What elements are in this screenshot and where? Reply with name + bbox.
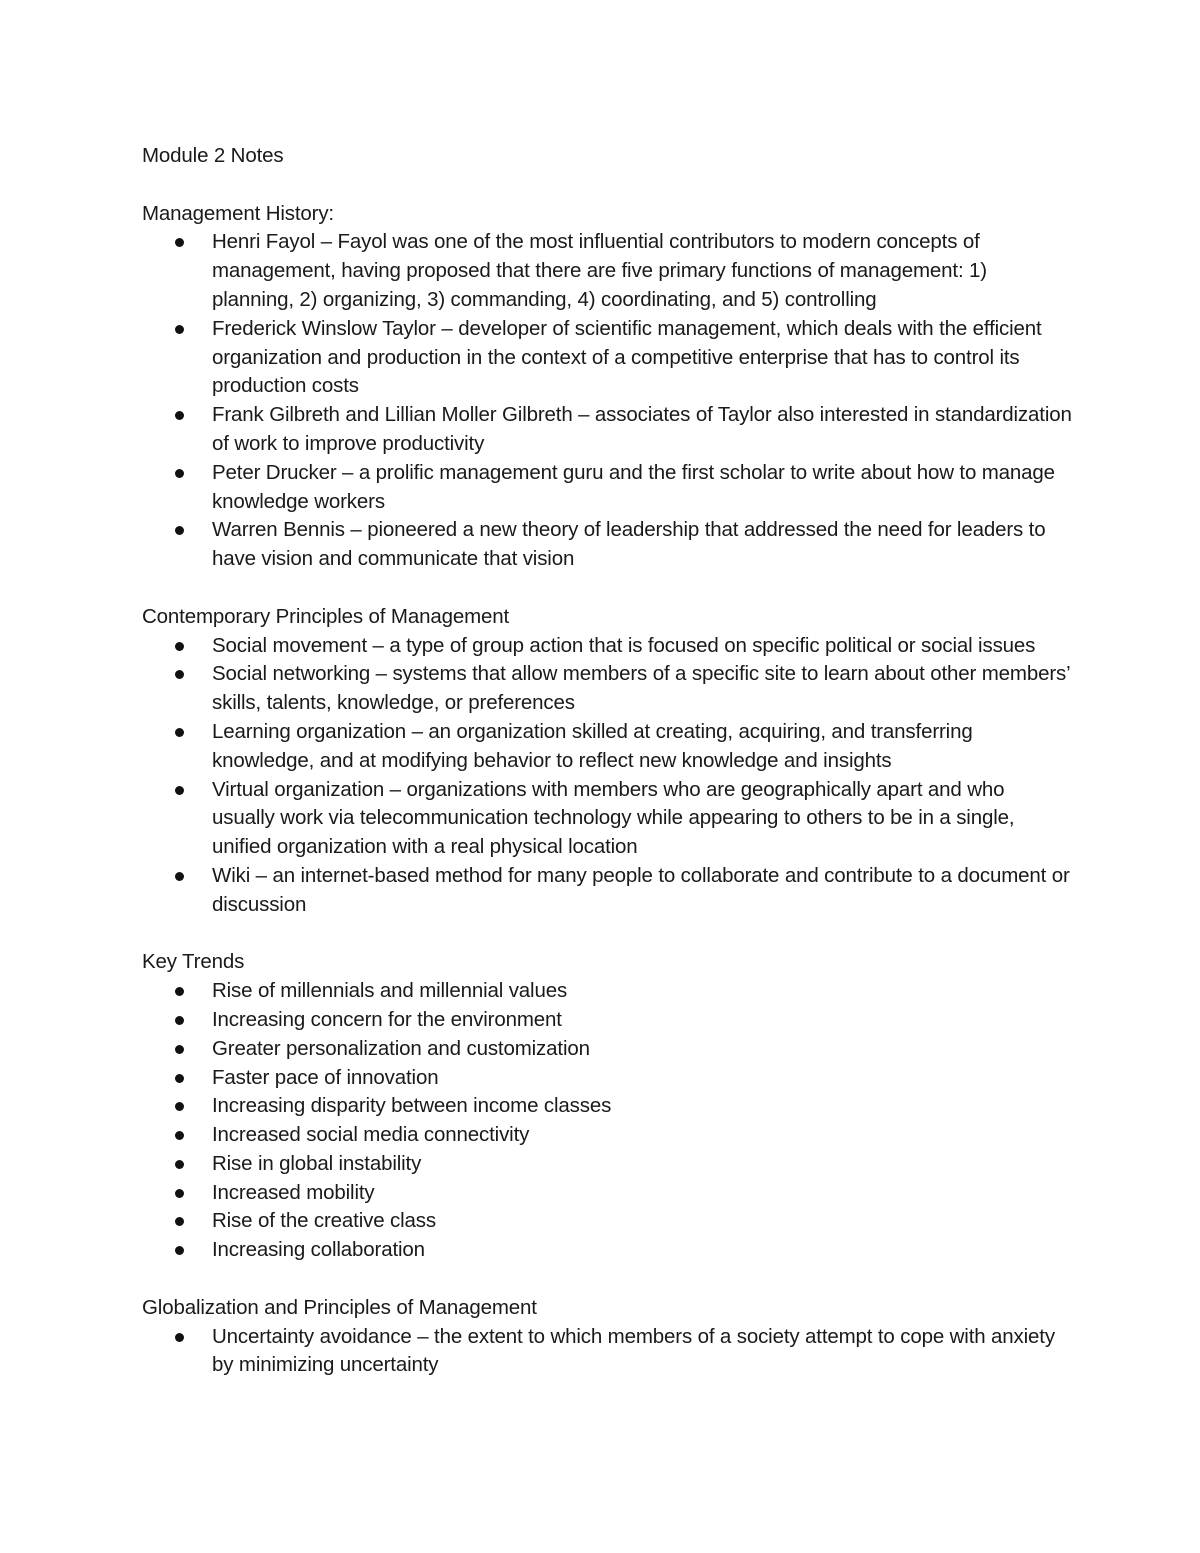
list-item-text: Learning organization – an organization skilled at creating, acquiring, and transferring knowledge, and at modifying behavior to reflect new knowledge and insights: [212, 719, 973, 772]
bullet-list: [142, 1323, 1072, 1381]
bullet-icon: [175, 1246, 184, 1255]
list-item-text: Uncertainty avoidance – the extent to which members of a society attempt to cope with anxiety by minimizing uncertainty: [212, 1324, 1055, 1377]
list-item-text: Warren Bennis – pioneered a new theory of leadership that addressed the need for leaders to have vision and communicate that vision: [212, 518, 1046, 571]
list-item: [142, 459, 1072, 517]
list-item-text: Frederick Winslow Taylor – developer of scientific management, which deals with the efficient organization and production in the context of a competitive enterprise that has to control its production costs: [212, 316, 1042, 398]
list-item: [142, 401, 1072, 459]
list-item-text: Increased social media connectivity: [212, 1123, 530, 1147]
bullet-icon: [175, 1217, 184, 1226]
list-item-text: Virtual organization – organizations with members who are geographically apart and who usually work via telecommunication technology while appearing to others to be in a single, unified organization with a real physical location: [212, 777, 1015, 859]
list-item-text: Rise of millennials and millennial values: [212, 979, 568, 1003]
list-item-text: Peter Drucker – a prolific management guru and the first scholar to write about how to manage knowledge workers: [212, 460, 1055, 513]
bullet-icon: [175, 469, 184, 478]
list-item: [142, 228, 1072, 314]
list-item: [142, 1121, 1072, 1150]
list-item-text: Increasing concern for the environment: [212, 1007, 562, 1031]
list-item: [142, 632, 1072, 661]
section-heading: Management History:: [142, 201, 334, 225]
list-item-text: Frank Gilbreth and Lillian Moller Gilbreth – associates of Taylor also interested in standardization of work to improve productivity: [212, 403, 1072, 455]
list-item: [142, 1323, 1072, 1381]
list-item: [142, 1179, 1072, 1208]
bullet-icon: [175, 872, 184, 881]
bullet-icon: [175, 1131, 184, 1140]
list-item-text: Rise in global instability: [212, 1151, 422, 1175]
list-item: [142, 1207, 1072, 1236]
bullet-icon: [175, 1045, 184, 1054]
bullet-icon: [175, 1160, 184, 1169]
section-heading: Contemporary Principles of Management: [142, 604, 510, 628]
list-item: [142, 1006, 1072, 1035]
bullet-list: [142, 632, 1072, 920]
list-item: [142, 1236, 1072, 1265]
bullet-icon: [175, 1102, 184, 1111]
list-item: [142, 862, 1072, 920]
list-item-text: Increased mobility: [212, 1180, 375, 1204]
list-item: [142, 1064, 1072, 1093]
bullet-icon: [175, 325, 184, 334]
bullet-list: [142, 977, 1072, 1265]
list-item: [142, 776, 1072, 862]
bullet-icon: [175, 1333, 184, 1342]
section-heading: Globalization and Principles of Management: [142, 1295, 537, 1319]
bullet-list: [142, 228, 1072, 574]
document-body: [142, 142, 1072, 1409]
list-item: [142, 516, 1072, 574]
bullet-icon: [175, 526, 184, 535]
bullet-icon: [175, 1016, 184, 1025]
list-item: [142, 977, 1072, 1006]
section-key-trends: [142, 948, 1072, 1265]
list-item-text: Henri Fayol – Fayol was one of the most influential contributors to modern concepts of management, having proposed that there are five primary functions of management: 1) planning, 2) organizing, 3) commanding, 4) coordinating, and 5) controlling: [212, 230, 987, 311]
list-item-text: Social movement – a type of group action that is focused on specific political or social issues: [212, 633, 1036, 657]
list-item-text: Social networking – systems that allow members of a specific site to learn about other members’ skills, talents, knowledge, or preferences: [212, 662, 1070, 715]
bullet-icon: [175, 670, 184, 679]
list-item-text: Increasing collaboration: [212, 1238, 425, 1262]
list-item: [142, 718, 1072, 776]
list-item: [142, 1150, 1072, 1179]
list-item-text: Faster pace of innovation: [212, 1065, 439, 1089]
document-title: Module 2 Notes: [142, 144, 284, 167]
list-item: [142, 315, 1072, 401]
bullet-icon: [175, 786, 184, 795]
list-item: [142, 1035, 1072, 1064]
bullet-icon: [175, 1074, 184, 1083]
section-heading: Key Trends: [142, 950, 245, 974]
bullet-icon: [175, 238, 184, 247]
bullet-icon: [175, 1189, 184, 1198]
bullet-icon: [175, 987, 184, 996]
list-item-text: Wiki – an internet-based method for many people to collaborate and contribute to a document or discussion: [212, 863, 1070, 916]
bullet-icon: [175, 642, 184, 651]
list-item-text: Increasing disparity between income classes: [212, 1094, 612, 1118]
bullet-icon: [175, 728, 184, 737]
section-management-history: [142, 200, 1072, 574]
section-contemporary-principles: [142, 603, 1072, 920]
bullet-icon: [175, 411, 184, 420]
section-globalization: [142, 1294, 1072, 1380]
list-item: [142, 1092, 1072, 1121]
list-item-text: Greater personalization and customization: [212, 1036, 590, 1060]
list-item: [142, 660, 1072, 718]
list-item-text: Rise of the creative class: [212, 1209, 436, 1233]
